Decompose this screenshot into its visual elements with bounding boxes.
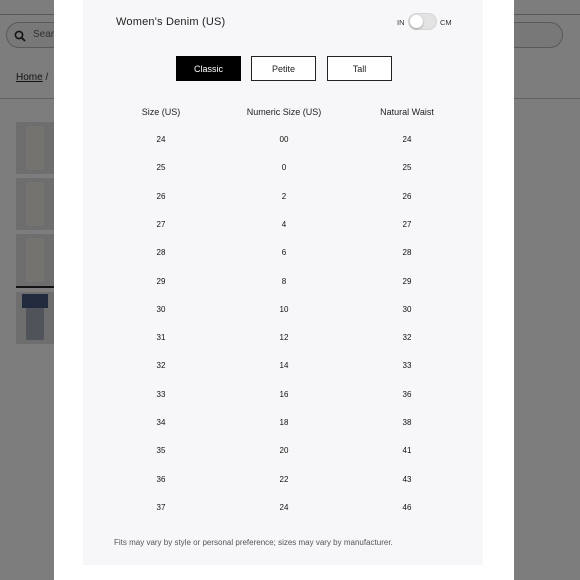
numeric-size-cell: 14 (279, 361, 289, 371)
table-row (54, 437, 514, 465)
waist-cell: 33 (402, 361, 412, 371)
numeric-size-cell: 18 (279, 418, 289, 427)
waist-cell: 30 (402, 304, 412, 314)
size-cell: 29 (156, 276, 166, 286)
unit-toggle[interactable] (408, 13, 437, 30)
size-cell: 26 (156, 191, 166, 201)
tab-classic[interactable]: Classic (176, 56, 241, 81)
unit-label-in: IN (397, 18, 405, 27)
column-header-size: Size (US) (141, 107, 181, 117)
table-row (54, 126, 514, 154)
breadcrumb-home-link[interactable]: Home (16, 72, 43, 83)
size-chart-modal (54, 0, 514, 580)
column-header-numeric-size: Numeric Size (US) (246, 107, 322, 117)
waist-cell: 24 (402, 135, 412, 144)
column-header-natural-waist: Natural Waist (380, 107, 434, 117)
size-cell: 24 (156, 135, 166, 144)
size-cell: 31 (156, 333, 166, 343)
numeric-size-cell: 10 (279, 304, 289, 314)
table-row (54, 324, 514, 352)
waist-cell: 32 (402, 333, 412, 343)
waist-cell: 36 (402, 389, 412, 399)
waist-cell: 28 (402, 248, 412, 258)
numeric-size-cell: 8 (281, 276, 287, 286)
table-row (54, 381, 514, 409)
waist-cell: 25 (402, 163, 412, 173)
numeric-size-cell: 0 (281, 163, 287, 173)
tab-tall[interactable]: Tall (327, 56, 392, 81)
numeric-size-cell: 2 (281, 191, 287, 201)
table-row (54, 466, 514, 494)
tab-petite[interactable]: Petite (251, 56, 316, 81)
table-row (54, 239, 514, 267)
waist-cell: 29 (402, 276, 412, 286)
numeric-size-cell: 22 (279, 474, 289, 484)
waist-cell: 27 (402, 219, 412, 229)
table-row (54, 409, 514, 437)
numeric-size-cell: 12 (279, 333, 289, 343)
breadcrumb-separator: / (45, 72, 49, 83)
size-cell: 25 (156, 163, 166, 173)
numeric-size-cell: 00 (279, 135, 289, 144)
table-row (54, 494, 514, 522)
size-cell: 27 (156, 219, 166, 229)
waist-cell: 46 (402, 502, 412, 512)
table-row (54, 183, 514, 211)
numeric-size-cell: 4 (281, 219, 287, 229)
waist-cell: 41 (402, 446, 412, 456)
unit-label-cm: CM (440, 18, 452, 27)
size-cell: 28 (156, 248, 166, 258)
size-cell: 35 (156, 446, 166, 456)
table-row (54, 352, 514, 380)
modal-title: Women's Denim (US) (116, 16, 226, 28)
fit-disclaimer: Fits may vary by style or personal preference; sizes may vary by manufacturer. (114, 538, 393, 547)
size-cell: 34 (156, 418, 166, 427)
size-cell: 32 (156, 361, 166, 371)
search-placeholder: Sear (33, 29, 55, 40)
numeric-size-cell: 16 (279, 389, 289, 399)
table-row (54, 154, 514, 182)
table-row (54, 211, 514, 239)
waist-cell: 38 (402, 418, 412, 427)
numeric-size-cell: 6 (281, 248, 287, 258)
size-cell: 37 (156, 502, 166, 512)
numeric-size-cell: 24 (279, 502, 289, 512)
table-row (54, 296, 514, 324)
size-cell: 36 (156, 474, 166, 484)
waist-cell: 43 (402, 474, 412, 484)
table-row (54, 268, 514, 296)
numeric-size-cell: 20 (279, 446, 289, 456)
unit-toggle-knob (410, 15, 423, 28)
waist-cell: 26 (402, 191, 412, 201)
size-cell: 30 (156, 304, 166, 314)
size-cell: 33 (156, 389, 166, 399)
